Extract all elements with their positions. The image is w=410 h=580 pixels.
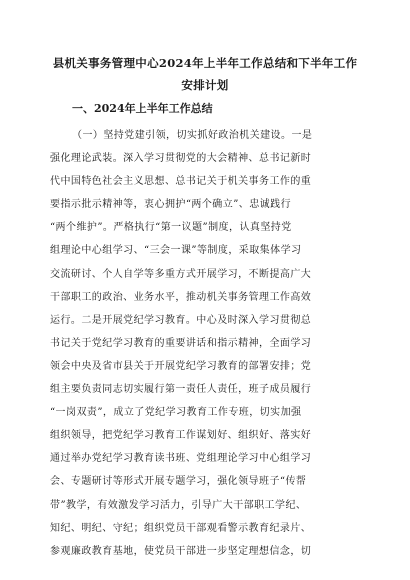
paragraph-line: 组理论中心组学习、“三会一课”等制度，采取集体学习 — [50, 245, 302, 257]
paragraph-line: 组主要负责同志切实履行第一责任人责任，班子成员履行 — [50, 384, 312, 396]
paragraph-line: 通过举办党纪学习教育读书班、党组理论学习中心组学习 — [50, 453, 312, 465]
paragraph-line: 领会中央及省市县关于开展党纪学习教育的部署安排；党 — [50, 360, 312, 372]
paragraph-line: 干部职工的政治、业务水平，推动机关事务管理工作高效 — [50, 291, 312, 303]
paragraph-line: 代中国特色社会主义思想、总书记关于机关事务工作的重 — [50, 176, 312, 188]
section-heading: 一、2024年上半年工作总结 — [72, 102, 213, 115]
paragraph-line: 运行。二是开展党纪学习教育。中心及时深入学习贯彻总 — [50, 314, 312, 326]
document-title-line: 县机关事务管理中心2024年上半年工作总结和下半年工作 — [52, 56, 358, 70]
paragraph-line: “一岗双责”，成立了党纪学习教育工作专班，切实加强 — [50, 407, 302, 419]
paragraph-line: 强化理论武装。深入学习贯彻党的大会精神、总书记新时 — [50, 153, 312, 165]
paragraph-line: “两个维护”。严格执行“第一议题”制度，认真坚持党 — [50, 222, 292, 234]
paragraph-line: 交流研讨、个人自学等多重方式开展学习，不断提高广大 — [50, 268, 312, 280]
paragraph-line: 知纪、明纪、守纪；组织党员干部观看警示教育纪录片、 — [50, 522, 312, 534]
paragraph-line: 要指示批示精神等，衷心拥护“两个确立”、忠诚践行 — [50, 199, 292, 211]
document-title — [50, 52, 360, 96]
body-paragraph — [50, 124, 360, 563]
paragraph-line: 组织领导，把党纪学习教育工作谋划好、组织好、落实好 — [50, 430, 312, 442]
paragraph-line: 书记关于党纪学习教育的重要讲话和指示精神，全面学习 — [50, 337, 312, 349]
paragraph-line: 参观廉政教育基地，使党员干部进一步坚定理想信念，切 — [50, 545, 312, 557]
paragraph-line: （一）坚持党建引领，切实抓好政治机关建设。一是 — [72, 130, 313, 141]
paragraph-line: 带”教学，有效激发学习活力，引导广大干部职工学纪、 — [50, 499, 307, 511]
paragraph-line: 会、专题研讨等形式开展专题学习，强化领导班子“传帮 — [50, 476, 307, 488]
document-title-line: 安排计划 — [181, 78, 229, 92]
